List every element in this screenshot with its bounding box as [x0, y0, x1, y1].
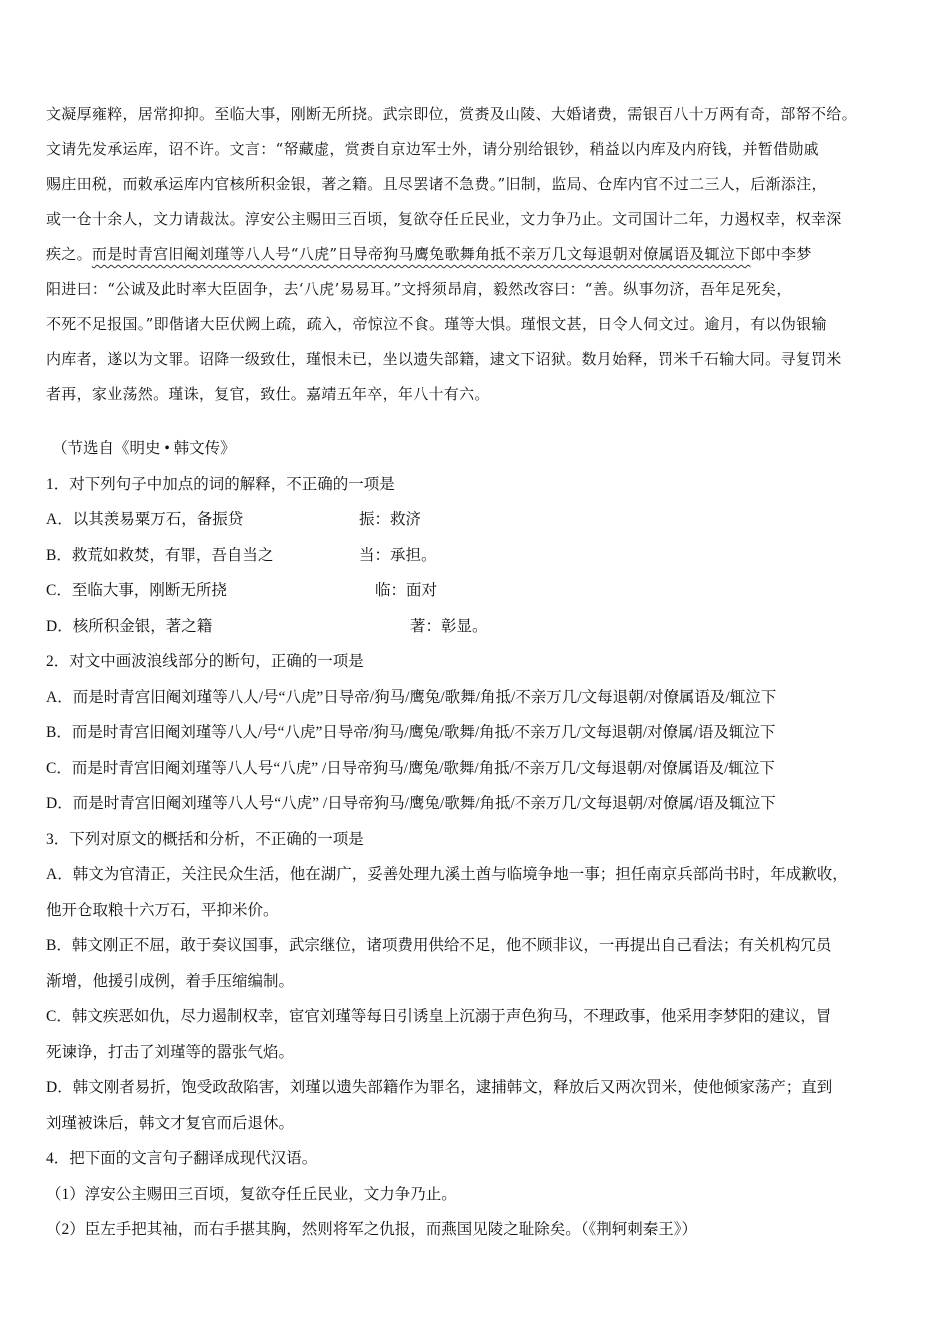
q2-option-b: B．而是时青宫旧阉刘瑾等八人/号“八虎”日导帝/狗马/鹰兔/歌舞/角抵/不亲万几/文每退朝/对僚属/语及辄泣下: [46, 724, 776, 741]
questions-section: [46, 431, 916, 1248]
passage-line-3: 赐庄田税，而敕承运库内官核所积金银，著之籍。且尽罢诸不急费。”旧制，监局、仓库内官不过二三人，后渐添注，: [46, 175, 827, 193]
q4-item-2: （2）臣左手把其袖，而右手揕其胸，然则将军之仇报，而燕国见陵之耻除矣。（《荆轲刺秦王》）: [46, 1221, 698, 1238]
q2-option-c: C．而是时青宫旧阉刘瑾等八人号“八虎” /日导帝狗马/鹰兔/歌舞/角抵/不亲万几/文每退朝/对僚属语及/辄泣下: [46, 759, 775, 777]
q4-stem: 4．把下面的文言句子翻译成现代汉语。: [46, 1150, 318, 1167]
q3-option-c-line1: C．韩文疾恶如仇，尽力遏制权幸，宦官刘瑾等每日引诱皇上沉溺于声色狗马，不理政事，他采用李梦阳的建议，冒: [46, 1008, 832, 1025]
q3-option-b-line2: 渐增，他援引成例，着手压缩编制。: [46, 972, 295, 990]
passage-line-7: 不死不足报国。”即偕诸大臣伏阙上疏，疏入，帝惊泣不食。瑾等大惧。瑾恨文甚，日令人伺文过。逾月，有以伪银输: [46, 315, 827, 333]
q1-option-b: [46, 538, 916, 574]
wavy-underlined-sentence: 而是时青宫旧阉刘瑾等八人号“八虎”日导帝狗马鹰兔歌舞角抵不亲万几文每退朝对僚属语及辄泣下: [91, 245, 751, 263]
q2-stem: 2．对文中画波浪线部分的断句，正确的一项是: [46, 653, 364, 670]
passage-source: （节选自《明史 • 韩文传》: [52, 440, 236, 457]
passage-line-9: 者再，家业荡然。瑾诛，复官，致仕。嘉靖五年卒，年八十有六。: [46, 385, 490, 403]
q3-option-a-line1: A．韩文为官清正，关注民众生活，他在湖广，妥善处理九溪土酋与临境争地一事；担任南京兵部尚书时，年成歉收，: [46, 866, 848, 883]
q3-option-c-line2: 死谏诤，打击了刘瑾等的嚣张气焰。: [46, 1043, 295, 1061]
q1-option-d: [46, 609, 916, 645]
q3-option-b-line1: B．韩文刚正不屈，敢于奏议国事，武宗继位，诸项费用供给不足，他不顾非议，一再提出自己看法；有关机构冗员: [46, 937, 832, 954]
q3-option-a-line2: 他开仓取粮十六万石，平抑米价。: [46, 901, 279, 919]
q1-option-c-text: C．至临大事，刚断无所挠: [46, 582, 227, 599]
q1-option-a-text: A．以其羡易粟万石，备振贷: [46, 511, 244, 528]
q1-option-b-text: B．救荒如救焚，有罪，吾自当之: [46, 546, 274, 564]
q1-option-c: [46, 573, 916, 609]
passage-line-8: 内库者，遂以为文罪。诏降一级致仕，瑾恨未已，坐以遗失部籍，逮文下诏狱。数月始释，罚米千石输大同。寻复罚米: [46, 350, 842, 368]
q1-option-d-text: D．核所积金银，著之籍: [46, 617, 213, 635]
q2-option-a: A．而是时青宫旧阉刘瑾等八人/号“八虎”日导帝/狗马/鹰兔/歌舞/角抵/不亲万几/文每退朝/对僚属语及/辄泣下: [46, 688, 777, 706]
q3-option-d-line1: D．韩文刚者易折，饱受政敌陷害，刘瑾以遗失部籍作为罪名，逮捕韩文，释放后又两次罚米，使他倾家荡产；直到: [46, 1079, 833, 1096]
passage-line-2: 文请先发承运库，诏不许。文言：“帑藏虚，赏赉自京边军士外，请分别给银钞，稍益以内库及内府钱，并暂借勋戚: [46, 140, 819, 158]
q1-option-d-gloss: 著：彰显。: [410, 617, 488, 635]
passage-line-4: 或一仓十余人，文力请裁汰。淳安公主赐田三百顷，复欲夺任丘民业，文力争乃止。文司国计二年，力遏权幸，权幸深: [46, 210, 842, 228]
q3-stem: 3．下列对原文的概括和分析，不正确的一项是: [46, 830, 364, 848]
passage-line-6: 阳进曰：“公诚及此时率大臣固争，去‘八虎’易易耳。”文捋须昂肩，毅然改容曰：“善。纵事勿济，吾年足死矣，: [46, 280, 792, 298]
q1-option-a: [46, 502, 916, 538]
q1-option-a-gloss: 振：救济: [359, 511, 422, 528]
q1-option-b-gloss: 当：承担。: [359, 546, 437, 564]
passage-line-5: 疾之。而是时青宫旧阉刘瑾等八人号“八虎”日导帝狗马鹰兔歌舞角抵不亲万几文每退朝对僚属语及辄泣下郎中李梦: [46, 245, 812, 263]
classical-passage: [46, 97, 916, 412]
q4-item-1: （1）淳安公主赐田三百顷，复欲夺任丘民业，文力争乃止。: [46, 1185, 457, 1203]
passage-line-1: 文凝厚雍粹，居常抑抑。至临大事，刚断无所挠。武宗即位，赏赉及山陵、大婚诸费，需银百八十万两有奇，部帑不给。: [46, 105, 857, 123]
q3-option-d-line2: 刘瑾被诛后，韩文才复官而后退休。: [46, 1114, 295, 1132]
q2-option-d: D．而是时青宫旧阉刘瑾等八人号“八虎” /日导帝狗马/鹰兔/歌舞/角抵/不亲万几/文每退朝/对僚属/语及辄泣下: [46, 795, 776, 812]
q1-option-c-gloss: 临：面对: [375, 582, 438, 599]
q1-stem: 1．对下列句子中加点的词的解释，不正确的一项是: [46, 475, 395, 493]
